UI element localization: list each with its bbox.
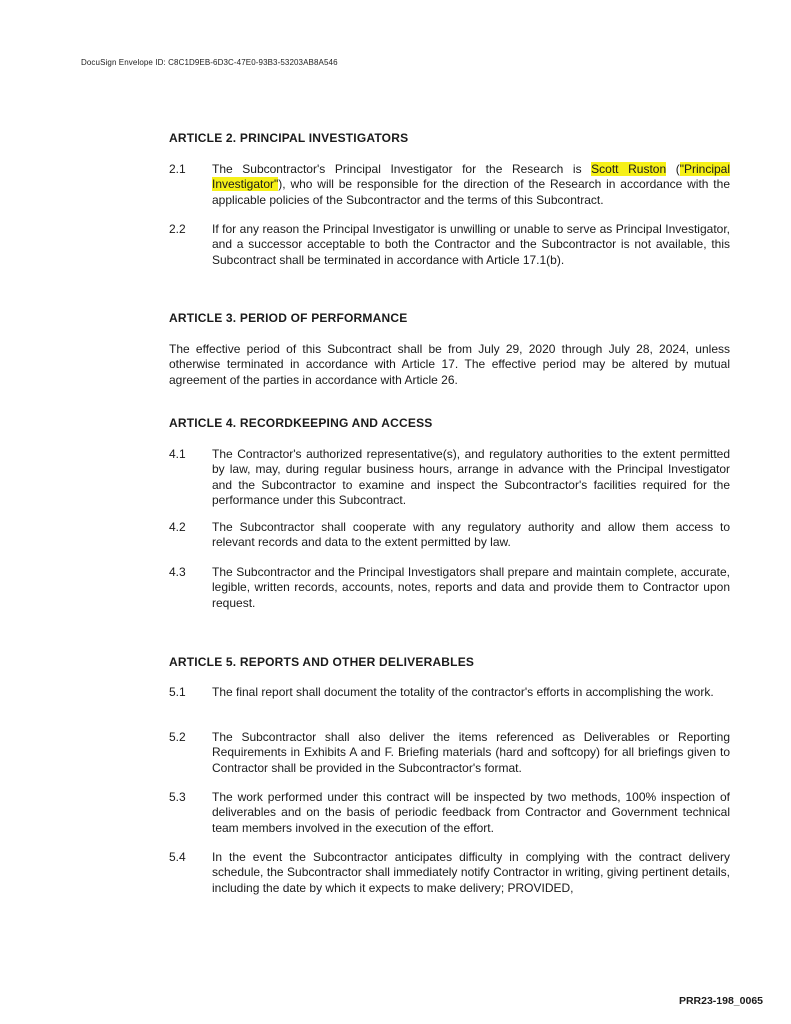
clause-text — [212, 162, 730, 208]
clause-number: 4.3 — [169, 565, 186, 579]
clause-number: 2.1 — [169, 162, 186, 176]
clause-text: The Contractor's authorized representative(s), and regulatory authorities to the extent permitted by law, may, during regular business hours, arrange in advance with the Principal Investigator and the Subcontractor to examine and inspect the Subcontractor's facilities required for the performance under this Subcontract. — [212, 447, 730, 507]
clause-text-part: The Subcontractor's Principal Investigator for the Research is — [212, 162, 592, 176]
clause-text-part: ), who will be responsible for the direction of the Research in accordance with the applicable policies of the Subcontractor and the terms of this Subcontract. — [212, 177, 730, 207]
clause-number: 5.1 — [169, 685, 186, 699]
clause-number: 4.2 — [169, 520, 186, 534]
clause-text: In the event the Subcontractor anticipates difficulty in complying with the contract delivery schedule, the Subcontractor shall immediately notify Contractor in writing, giving pertinent details, including the date by which it expects to make delivery; PROVIDED, — [212, 850, 730, 895]
article-4-heading: ARTICLE 4. RECORDKEEPING AND ACCESS — [169, 416, 433, 430]
clause-text: The Subcontractor and the Principal Investigators shall prepare and maintain complete, accurate, legible, written records, accounts, notes, reports and data and provide them to Contractor upon request. — [212, 565, 730, 610]
clause-number: 5.2 — [169, 730, 186, 744]
clause-text: The work performed under this contract will be inspected by two methods, 100% inspection of deliverables and on the basis of periodic feedback from Contractor and Government technical team members involved in the execution of the effort. — [212, 790, 730, 835]
article-3-heading: ARTICLE 3. PERIOD OF PERFORMANCE — [169, 311, 408, 325]
clause-text: The final report shall document the totality of the contractor's efforts in accomplishing the work. — [212, 685, 714, 699]
clause-number: 5.3 — [169, 790, 186, 804]
clause-text: If for any reason the Principal Investigator is unwilling or unable to serve as Principal Investigator, and a successor acceptable to both the Contractor and the Subcontractor is not available, this Subcontract shall be terminated in accordance with Article 17.1(b). — [212, 222, 730, 267]
clause-text: The Subcontractor shall also deliver the items referenced as Deliverables or Reporting Requirements in Exhibits A and F. Briefing materials (hard and softcopy) for all briefings given to Contractor shall be provided in the Subcontractor's format. — [212, 730, 730, 775]
clause-number: 4.1 — [169, 447, 186, 461]
docusign-envelope-id: DocuSign Envelope ID: C8C1D9EB-6D3C-47E0-93B3-53203AB8A546 — [81, 58, 338, 67]
article-3-text: The effective period of this Subcontract shall be from July 29, 2020 through July 28, 2024, unless otherwise terminated in accordance with Article 17. The effective period may be altered by mutual agreement of the parties in accordance with Article 26. — [169, 342, 730, 387]
article-5-heading: ARTICLE 5. REPORTS AND OTHER DELIVERABLES — [169, 655, 475, 669]
clause-text: The Subcontractor shall cooperate with any regulatory authority and allow them access to relevant records and data to the extent permitted by law. — [212, 520, 730, 550]
clause-number: 2.2 — [169, 222, 186, 236]
clause-text-part: ( — [666, 162, 680, 176]
document-number: PRR23-198_0065 — [678, 995, 763, 1007]
highlighted-defined-term: "Principal Investigator" — [212, 162, 731, 192]
highlighted-pi-name: Scott Ruston — [591, 162, 667, 176]
clause-number: 5.4 — [169, 850, 186, 864]
article-2-heading: ARTICLE 2. PRINCIPAL INVESTIGATORS — [169, 131, 409, 145]
